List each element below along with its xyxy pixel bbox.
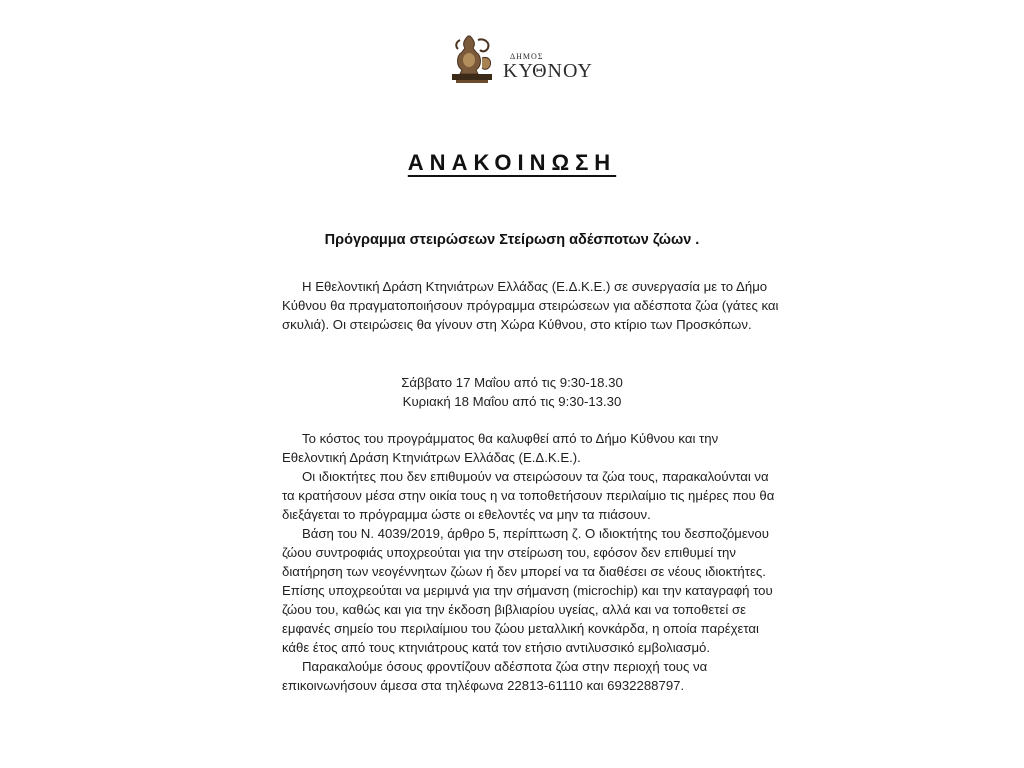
- intro-paragraph: [282, 277, 782, 334]
- intro-text: Η Εθελοντική Δράση Κτηνιάτρων Ελλάδας (Ε.Δ.Κ.Ε.) σε συνεργασία με το Δήμο Κύθνου θα πραγματοποιήσουν πρόγραμμα στειρώσεων για αδέσποτα ζώα (γάτες και σκυλιά). Οι στειρώσεις θα γίνουν στη Χώρα Κύθνου, στο κτίριο των Προσκόπων.: [282, 279, 779, 332]
- schedule-dates: [0, 373, 1024, 411]
- cost-paragraph: Το κόστος του προγράμματος θα καλυφθεί από το Δήμο Κύθνου και την Εθελοντική Δράση Κτηνιάτρων Ελλάδας (Ε.Δ.Κ.Ε.).: [282, 431, 719, 465]
- municipality-logo: [448, 30, 608, 86]
- announcement-title: ΑΝΑΚΟΙΝΩΣΗ: [407, 150, 617, 175]
- announcement-subtitle: Πρόγραμμα στειρώσεων Στείρωση αδέσποτων ζώων .: [324, 232, 700, 248]
- logo-municipality-small-text: ΔΗΜΟΣ: [510, 52, 544, 61]
- owners-paragraph: Οι ιδιοκτήτες που δεν επιθυμούν να στειρώσουν τα ζώα τους, παρακαλούνται να τα κρατήσουν μέσα στην οικία τους η να τοποθετήσουν περιλαίμιο τις ημέρες που θα διεξάγεται το πρόγραμμα ώστε οι εθελοντές να μην τα πιάσουν.: [282, 469, 775, 522]
- schedule-date-sunday: Κυριακή 18 Μαΐου από τις 9:30-13.30: [402, 394, 622, 409]
- law-paragraph: Βάση του Ν. 4039/2019, άρθρο 5, περίπτωση ζ. Ο ιδιοκτήτης του δεσποζόμενου ζώου συντροφιάς υποχρεούται για την στείρωση του, εφόσον δεν επιθυμεί την διατήρηση των νεογέννητων ζώων ή δεν μπορεί να τα διαθέσει σε νέους ιδιοκτήτες. Επίσης υποχρεούται να μεριμνά για την σήμανση (microchip) και την καταγραφή του ζώου του, καθώς και για την έκδοση βιβλιαρίου υγείας, αλλά και να τοποθετεί σε εμφανές σημείο του περιλαίμιου του ζώου μεταλλική κονκάρδα, η οποία παρέχεται κάθε έτος από τους κτηνιάτρους κατά τον ετήσιο αντιλυσσικό εμβολιασμό.: [282, 526, 773, 655]
- body-paragraphs: [282, 429, 782, 695]
- logo-municipality-name: ΚΥΘΝΟΥ: [503, 60, 593, 82]
- amphora-emblem-icon: [448, 30, 502, 84]
- schedule-date-saturday: Σάββατο 17 Μαΐου από τις 9:30-18.30: [401, 375, 623, 390]
- contact-paragraph: Παρακαλούμε όσους φροντίζουν αδέσποτα ζώα στην περιοχή τους να επικοινωνήσουν άμεσα στα τηλέφωνα 22813-61110 και 6932288797.: [282, 659, 708, 693]
